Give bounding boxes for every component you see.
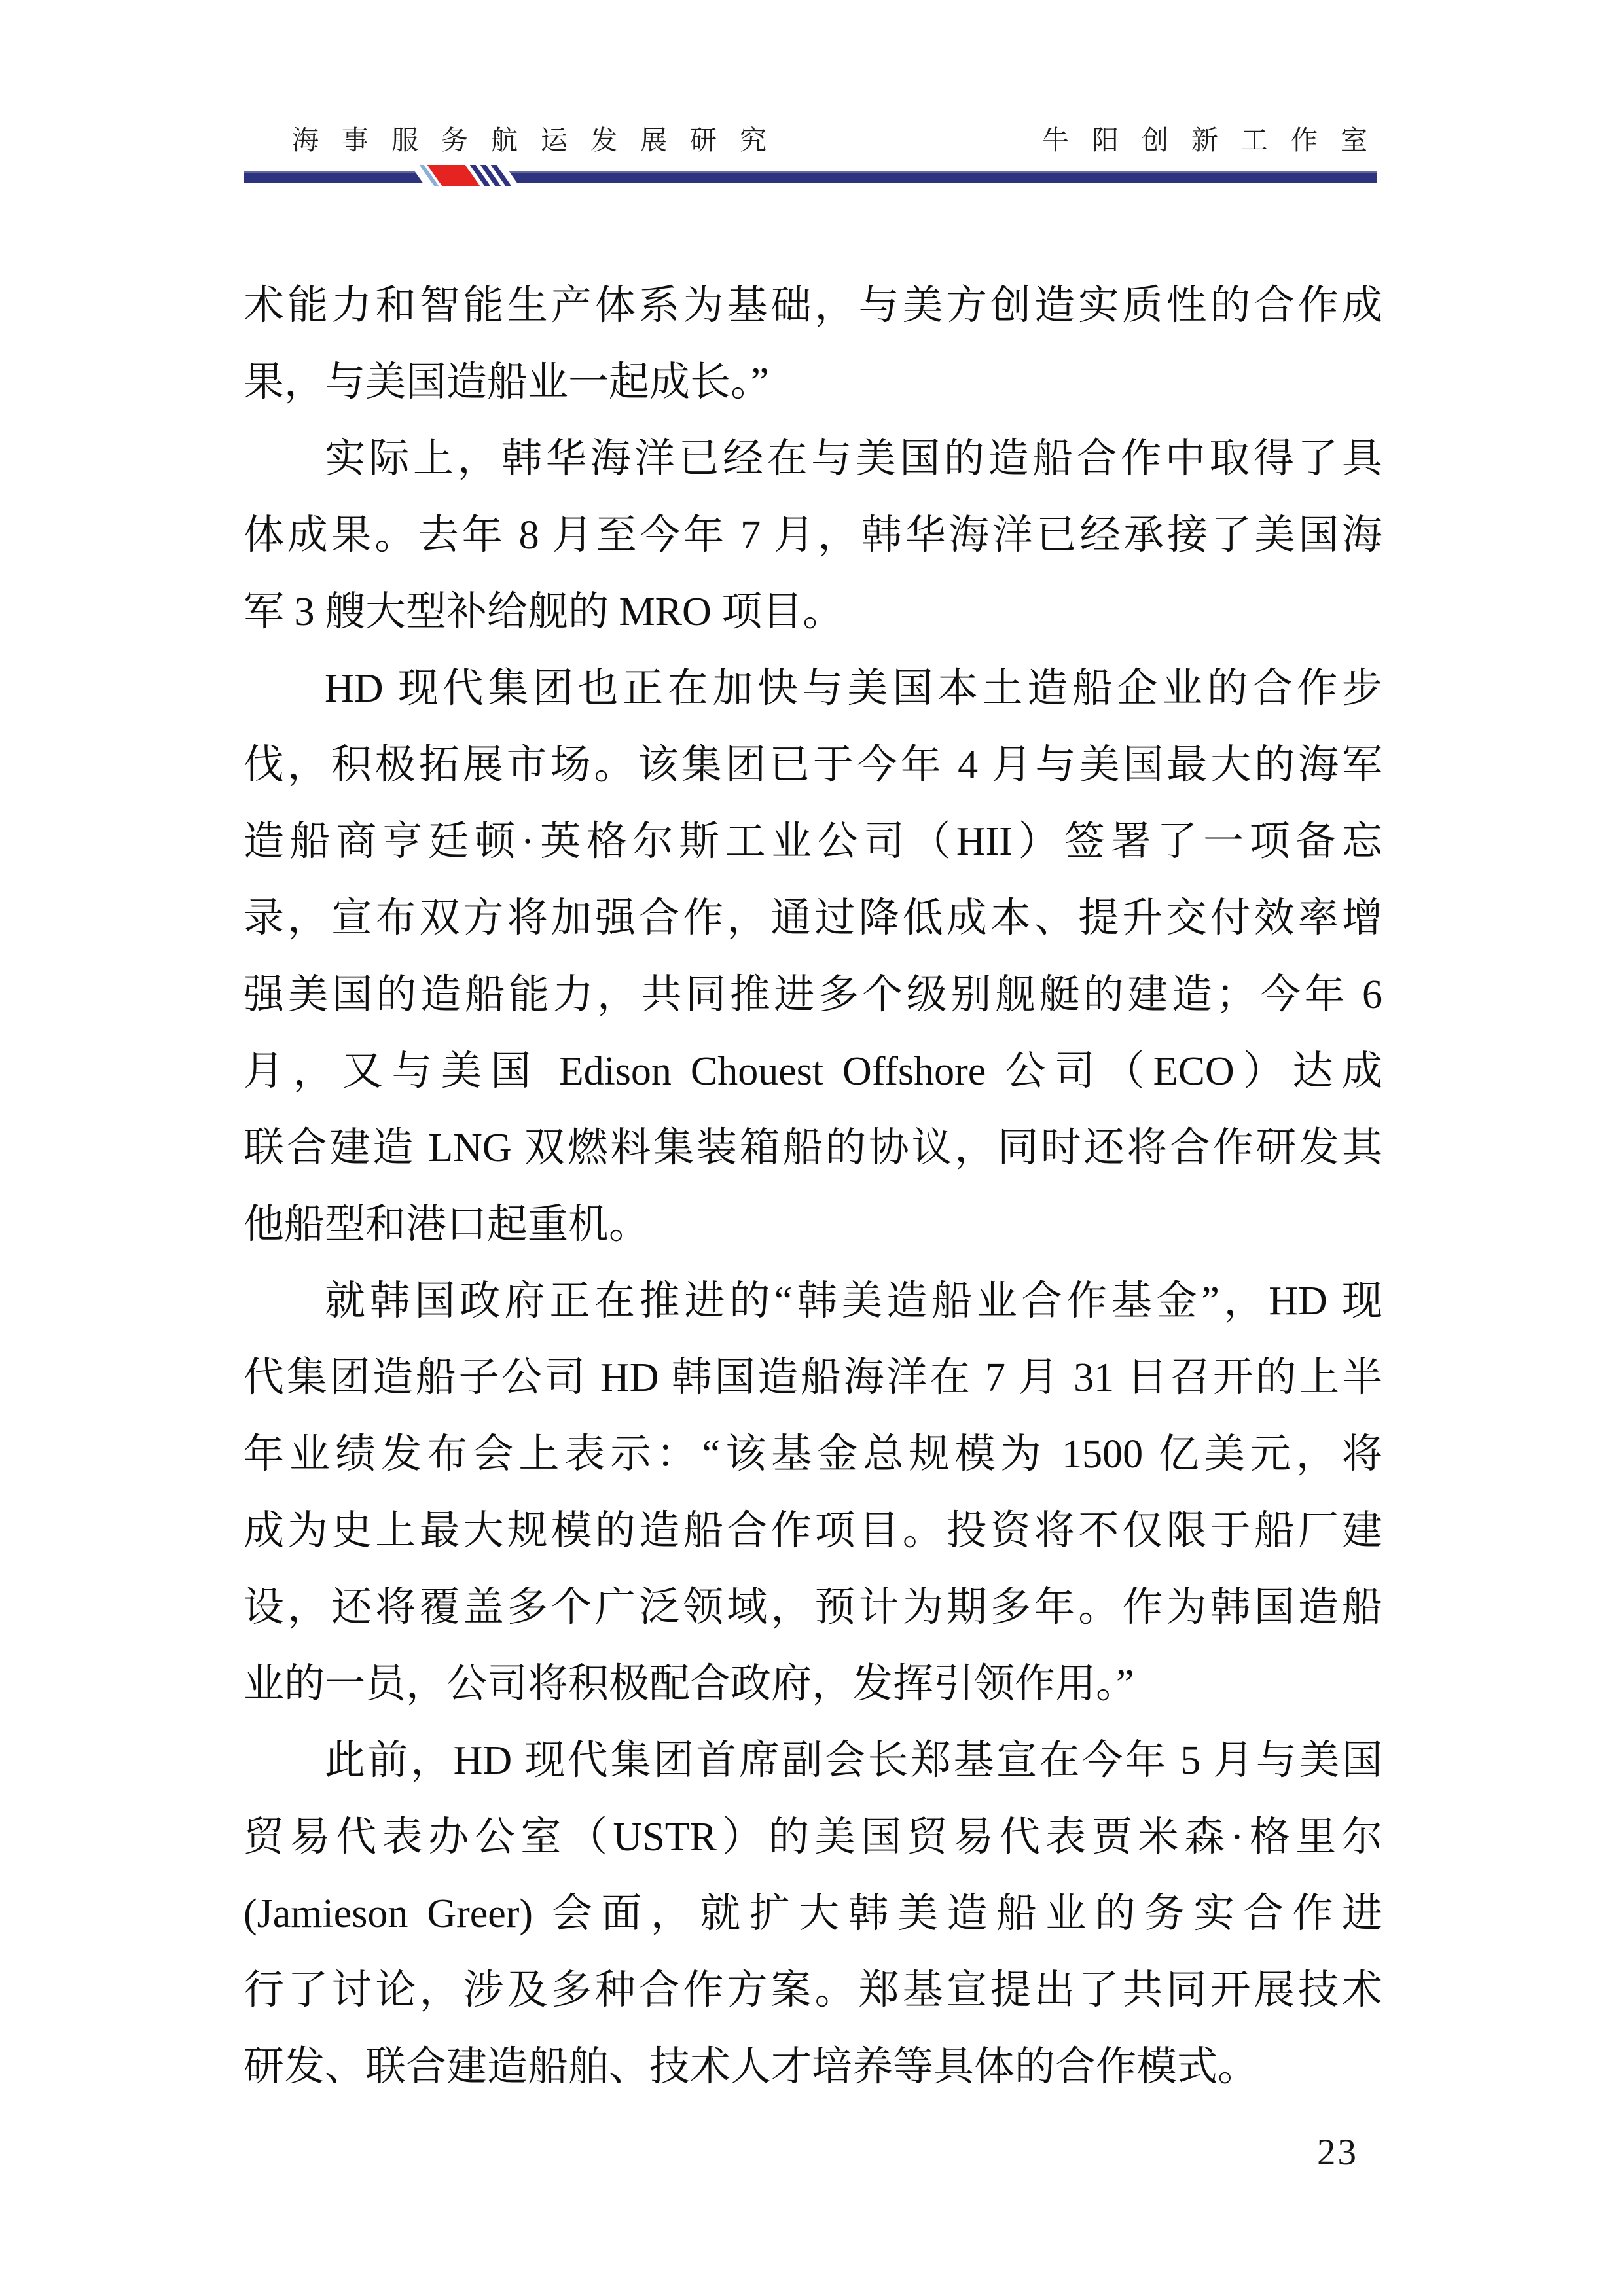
text-line: 果，与美国造船业一起成长。”: [244, 360, 769, 404]
text-line: 月，又与美国 Edison Chouest Offshore 公司（ECO）达成: [244, 1049, 1382, 1094]
header-rule: [244, 171, 1377, 183]
paragraph: [244, 651, 1382, 1263]
text-line: 行了讨论，涉及多种合作方案。郑基宣提出了共同开展技术: [244, 1968, 1382, 2013]
header-right-title: 牛阳创新工作室: [1042, 125, 1390, 155]
text-line: 强美国的造船能力，共同推进多个级别舰艇的建造；今年 6: [244, 973, 1382, 1017]
text-line: 录，宣布双方将加强合作，通过降低成本、提升交付效率增: [244, 896, 1382, 941]
text-line: 就韩国政府正在推进的“韩美造船业合作基金”，HD 现: [325, 1279, 1382, 1323]
text-line: 业的一员，公司将积极配合政府，发挥引领作用。”: [244, 1662, 1134, 1706]
text-line: 他船型和港口起重机。: [244, 1202, 650, 1247]
text-line: 术能力和智能生产体系为基础，与美方创造实质性的合作成: [244, 283, 1382, 328]
text-line: 实际上，韩华海洋已经在与美国的造船合作中取得了具: [325, 437, 1382, 481]
text-line: 伐，积极拓展市场。该集团已于今年 4 月与美国最大的海军: [244, 743, 1382, 787]
header-rule-accent: [418, 165, 512, 186]
text-line: 年业绩发布会上表示：“该基金总规模为 1500 亿美元，将: [244, 1432, 1382, 1477]
text-line: 体成果。去年 8 月至今年 7 月，韩华海洋已经承接了美国海: [244, 513, 1382, 558]
paragraph: [244, 1263, 1382, 1723]
header-left-title: 海事服务航运发展研究: [292, 125, 789, 155]
text-line: 研发、联合建造船舶、技术人才培养等具体的合作模式。: [244, 2045, 1259, 2089]
text-line: 设，还将覆盖多个广泛领域，预计为期多年。作为韩国造船: [244, 1585, 1382, 1630]
text-line: 造船商亨廷顿·英格尔斯工业公司（HII）签署了一项备忘: [244, 819, 1382, 864]
text-line: 此前，HD 现代集团首席副会长郑基宣在今年 5 月与美国: [325, 1738, 1382, 1783]
text-line: 贸易代表办公室（USTR）的美国贸易代表贾米森·格里尔: [244, 1815, 1382, 1859]
body-text: [244, 268, 1382, 2106]
text-line: HD 现代集团也正在加快与美国本土造船企业的合作步: [325, 666, 1382, 711]
text-line: 成为史上最大规模的造船合作项目。投资将不仅限于船厂建: [244, 1509, 1382, 1553]
paragraph: [244, 421, 1382, 651]
text-line: (Jamieson Greer) 会面，就扩大韩美造船业的务实合作进: [244, 1892, 1382, 1936]
paragraph: [244, 268, 1382, 421]
text-line: 代集团造船子公司 HD 韩国造船海洋在 7 月 31 日召开的上半: [244, 1355, 1382, 1400]
text-line: 军 3 艘大型补给舰的 MRO 项目。: [244, 590, 844, 634]
text-line: 联合建造 LNG 双燃料集装箱船的协议，同时还将合作研发其: [244, 1126, 1382, 1170]
paragraph: [244, 1723, 1382, 2106]
page-number: 23: [1317, 2132, 1358, 2173]
